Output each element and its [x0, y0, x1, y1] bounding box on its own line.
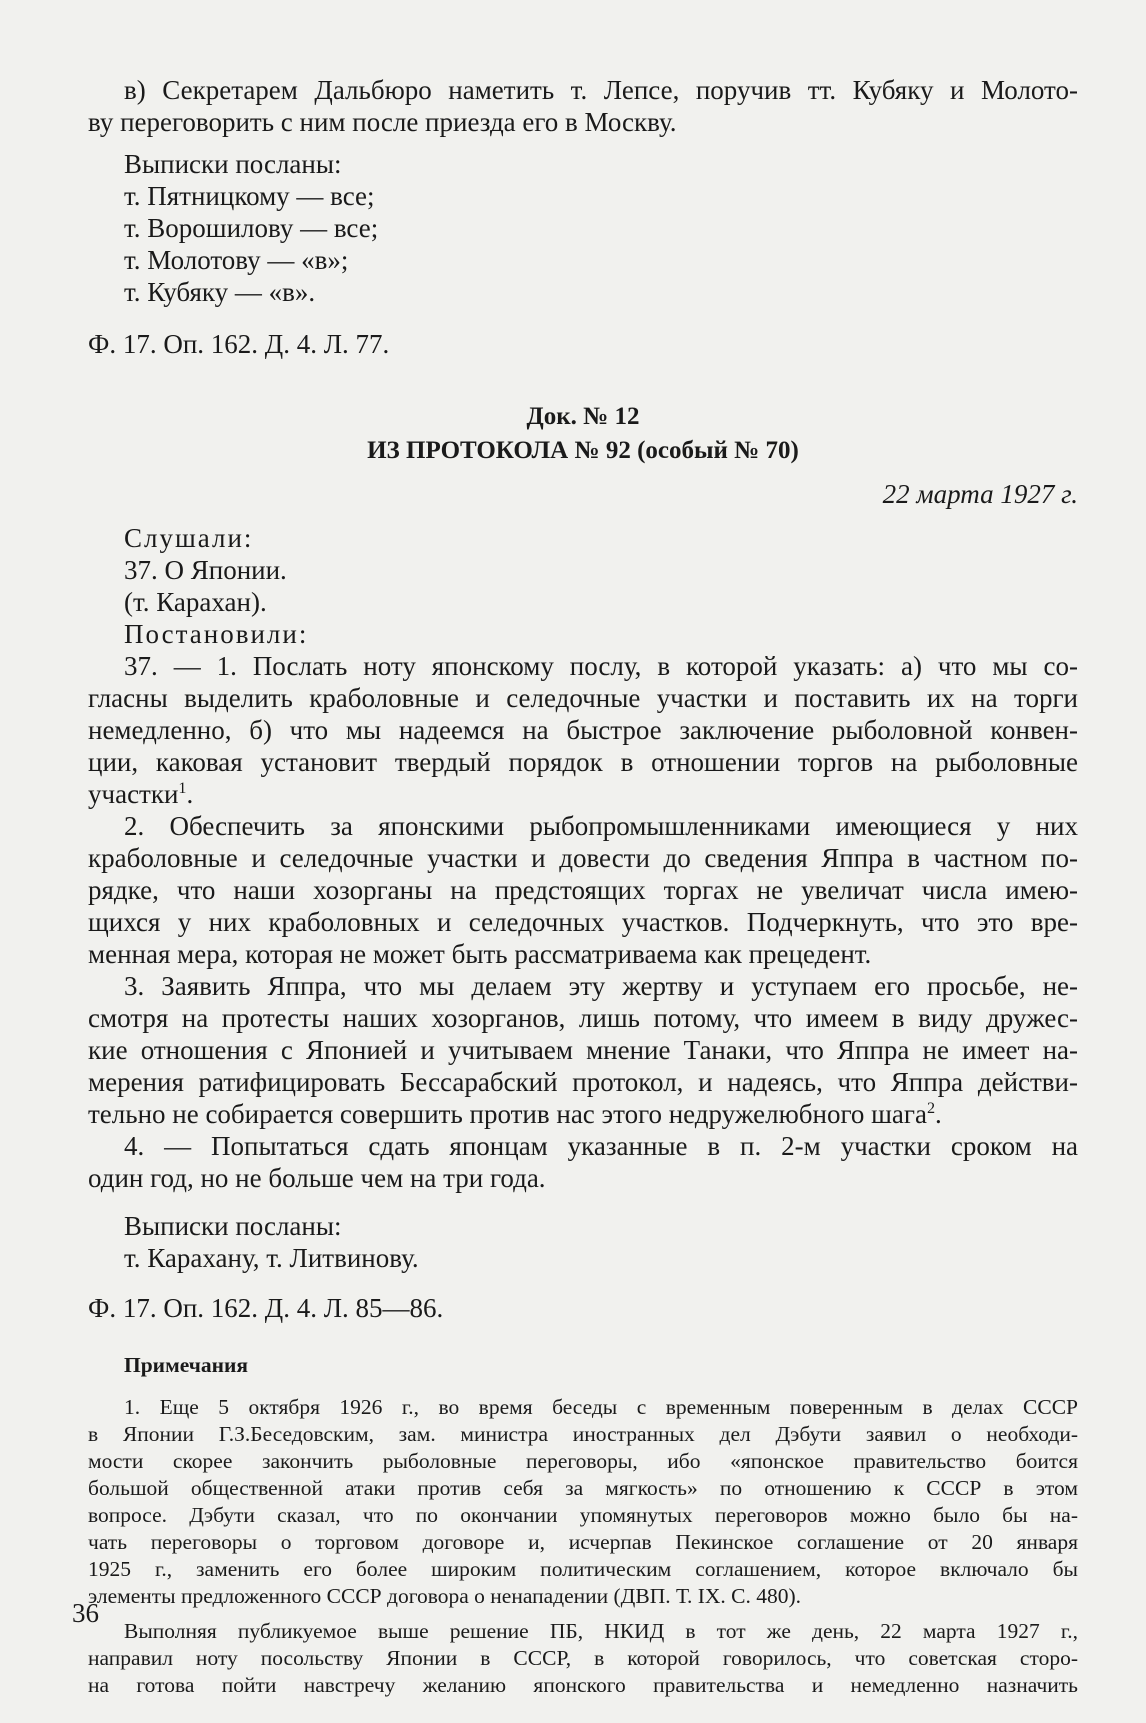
body-line: кие отношения с Японией и учитываем мнение Танаки, что Яппра не имеет на-	[88, 1035, 1078, 1065]
body-line: 4. — Попытаться сдать японцам указанные в п. 2-м участки сроком на	[124, 1131, 1078, 1161]
archive-ref: Ф. 17. Оп. 162. Д. 4. Л. 77.	[88, 329, 390, 359]
body-line: тельно не собирается совершить против нас этого недружелюбного шага$^2$.	[88, 1099, 942, 1129]
body-line: участки$^1$.	[88, 779, 194, 809]
body-line: рядке, что наши хозорганы на предстоящих торгах не увеличат числа имею-	[88, 875, 1078, 905]
doc-number: Док. № 12	[526, 403, 640, 430]
recipient-line: т. Карахану, т. Литвинову.	[124, 1243, 419, 1273]
recipient-line: т. Ворошилову — все;	[124, 213, 379, 243]
body-line: ву переговорить с ним после приезда его в Москву.	[88, 107, 677, 137]
note-line: чать переговоры о торговом договоре и, исчерпав Пекинское соглашение от 20 января	[88, 1530, 1078, 1554]
body-line: ции, каковая установит твердый порядок в отношении торгов на рыболовные	[88, 747, 1078, 777]
note-line: направил ноту посольству Японии в СССР, в которой говорилось, что советская сторо-	[88, 1646, 1078, 1670]
note-line: на готова пойти навстречу желанию японского правительства и немедленно назначить	[88, 1673, 1078, 1697]
note-line: мости скорее закончить рыболовные переговоры, ибо «японское правительство боится	[88, 1449, 1078, 1473]
note-line: элементы предложенного СССР договора о ненападении (ДВП. Т. IX. С. 480).	[88, 1584, 802, 1608]
heard-item: 37. О Японии.	[124, 555, 287, 585]
body-line: 37. — 1. Послать ноту японскому послу, в которой указать: а) что мы со-	[124, 651, 1078, 681]
note-line: большой общественной атаки против себя за мягкость» по отношению к СССР в этом	[88, 1476, 1078, 1500]
body-line: 3. Заявить Яппра, что мы делаем эту жертву и уступаем его просьбе, не-	[124, 971, 1078, 1001]
note-line: вопросе. Дэбути сказал, что по окончании упомянутых переговоров можно было бы на-	[88, 1503, 1078, 1527]
body-line: смотря на протесты наших хозорганов, лишь потому, что имеем в виду дружес-	[88, 1003, 1078, 1033]
body-line: немедленно, б) что мы надеемся на быстрое заключение рыболовной конвен-	[88, 715, 1078, 745]
resolved-label: Постановили:	[124, 619, 309, 649]
page-number: 36	[72, 1598, 99, 1628]
note-line: Выполняя публикуемое выше решение ПБ, НКИД в тот же день, 22 марта 1927 г.,	[124, 1619, 1078, 1643]
body-line: гласны выделить краболовные и селедочные участки и поставить их на торги	[88, 683, 1078, 713]
body-text: тельно не собирается совершить против нас этого недружелюбного шага	[88, 1099, 927, 1129]
archive-ref: Ф. 17. Оп. 162. Д. 4. Л. 85—86.	[88, 1293, 444, 1323]
extracts-label: Выписки посланы:	[124, 149, 342, 179]
recipient-line: т. Молотову — «в»;	[124, 245, 349, 275]
body-line: 2. Обеспечить за японскими рыбопромышленниками имеющиеся у них	[124, 811, 1078, 841]
body-text: участки	[88, 779, 179, 809]
extracts-label: Выписки посланы:	[124, 1211, 342, 1241]
note-line: 1. Еще 5 октября 1926 г., во время беседы с временным поверенным в делах СССР	[124, 1395, 1078, 1419]
note-line: в Японии Г.З.Беседовским, зам. министра иностранных дел Дэбути заявил о необходи-	[88, 1422, 1078, 1446]
body-line: щихся у них краболовных и селедочных участков. Подчеркнуть, что это вре-	[88, 907, 1078, 937]
notes-heading: Примечания	[124, 1353, 249, 1377]
recipient-line: т. Пятницкому — все;	[124, 181, 375, 211]
doc-title: ИЗ ПРОТОКОЛА № 92 (особый № 70)	[367, 437, 799, 464]
body-line: один год, но не больше чем на три года.	[88, 1163, 546, 1193]
body-line: мерения ратифицировать Бессарабский протокол, и надеясь, что Яппра действи-	[88, 1067, 1078, 1097]
heard-label: Слушали:	[124, 523, 254, 553]
note-line: 1925 г., заменить его более широким политическим соглашением, которое включало бы	[88, 1557, 1078, 1581]
footnote-mark: 1	[178, 779, 187, 797]
body-line: краболовные и селедочные участки и довести до сведения Яппра в частном по-	[88, 843, 1078, 873]
footnote-mark: 2	[926, 1099, 936, 1117]
heard-speaker: (т. Карахан).	[124, 587, 267, 617]
recipient-line: т. Кубяку — «в».	[124, 277, 316, 307]
body-line: менная мера, которая не может быть рассматриваема как прецедент.	[88, 939, 872, 969]
body-line: в) Секретарем Дальбюро наметить т. Лепсе, поручив тт. Кубяку и Молото-	[124, 75, 1078, 105]
doc-date: 22 марта 1927 г.	[882, 479, 1078, 509]
